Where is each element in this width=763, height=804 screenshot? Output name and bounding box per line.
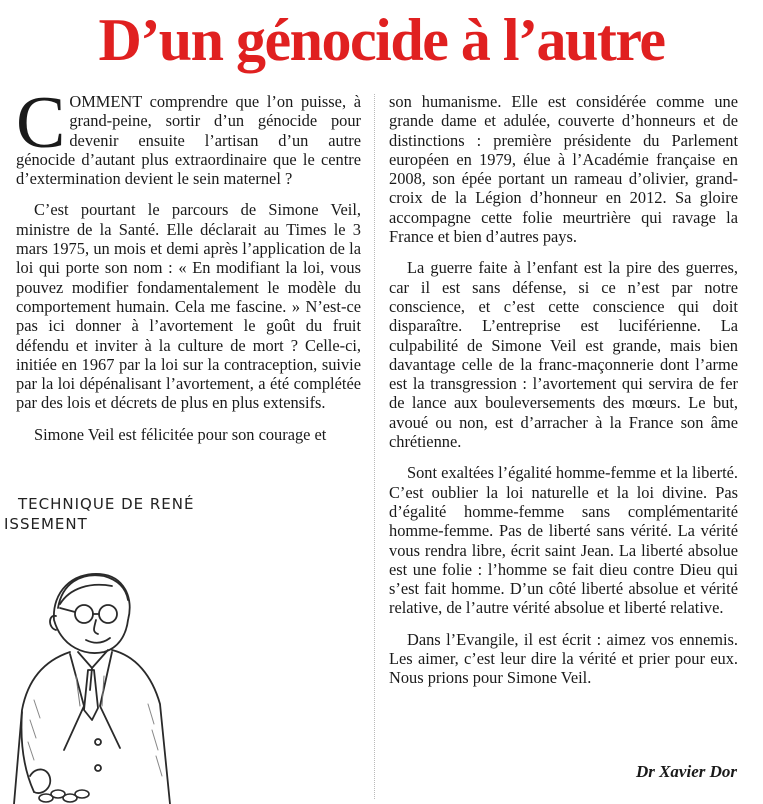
lead-paragraph	[16, 82, 361, 189]
jacket-button	[95, 765, 101, 771]
jacket-button	[95, 739, 101, 745]
cartoon-illustration	[0, 480, 372, 804]
body-paragraph: Dans l’Evangile, il est écrit : aimez vos ennemis. Les aimer, c’est leur dire la vérité et prier pour eux. Nous prions pour Simone Veil.	[389, 629, 738, 688]
cartoon-caption-line: TECHNIQUE DE RENÉ	[18, 495, 195, 513]
jacket-lapel-left	[64, 654, 84, 750]
chain	[39, 790, 89, 802]
nose	[94, 620, 98, 634]
left-column	[16, 82, 361, 456]
cartoon-caption-line: ISSEMENT	[4, 515, 88, 533]
mouth	[86, 638, 110, 643]
caricature-drawing	[0, 480, 372, 804]
arm	[22, 712, 35, 792]
jacket-left	[14, 652, 70, 804]
drop-cap: C	[16, 82, 66, 164]
body-paragraph: C’est pourtant le parcours de Simone Veil, ministre de la Santé. Elle déclarait au Times le 3 mars 1975, un mois et demi après l’application de la loi qui porte son nom : « En modifiant la loi, vous pouvez modifier fondamentalement le modèle du comportement humain. Cela me fascine. » N’est-ce pas ici donner à l’avortement le goût du fruit défendu et inviter à la culture de mort ? Celle-ci, initiée en 1967 par la loi sur la contraception, suivie par la loi dépénalisant l’avortement, a été complétée par des lois et décrets de plus en plus extensifs.	[16, 200, 361, 413]
glasses-right-lens	[99, 605, 117, 623]
jacket-right	[112, 650, 170, 804]
body-paragraph: Simone Veil est félicitée pour son courage et	[34, 424, 327, 444]
body-paragraph: Sont exaltées l’égalité homme-femme et la liberté. C’est oublier la loi naturelle et la loi divine. Pas d’égalité homme-femme sans complémentarité homme-femme. Pas de liberté sans vérité. La vérité vous rendra libre, écrit saint Jean. La liberté absolue est une folie : l’homme se fait dieu contre Dieu qui s’est fait homme. D’un côté liberté absolue et vérité relative, de l’autre vérité absolue et liberté relative.	[389, 463, 738, 618]
column-divider	[374, 94, 375, 799]
lead-paragraph-text: OMMENT comprendre que l’on puisse, à grand-peine, sortir d’un génocide pour devenir ensuite l’artisan d’un autre génocide d’autant plus extraordinaire que le centre d’extermination devient le sein maternel ?	[16, 92, 361, 189]
body-paragraph: La guerre faite à l’enfant est la pire des guerres, car il est sans défense, si ce n’est par notre conscience, et c’est cette conscience qui doit disparaître. L’entreprise est luciférienne. La culpabilité de Simone Veil est grande, mais bien davantage celle de la franc-maçonnerie dont l’arme est la transgression : l’avortement qui servira de fer de lance aux bouleversements des mœurs. Le but, avoué ou non, est d’arracher à la France son âme chrétienne.	[389, 258, 738, 452]
article-title: D’un génocide à l’autre	[98, 7, 665, 73]
right-column	[389, 92, 738, 700]
body-paragraph: son humanisme. Elle est considérée comme une grande dame et adulée, couverte d’honneurs et de distinctions : première présidente du Parlement européen en 1979, élue à l’Académie française en 2008, son épée portant un rameau d’olivier, grand-croix de la Légion d’honneur en 2012. Sa gloire accompagne cette folie meurtrière qui ravage la France et bien d’autres pays.	[389, 92, 738, 247]
jacket-lapel-right	[100, 652, 120, 748]
author-signature: Dr Xavier Dor	[635, 762, 737, 781]
glasses-left-lens	[75, 605, 93, 623]
